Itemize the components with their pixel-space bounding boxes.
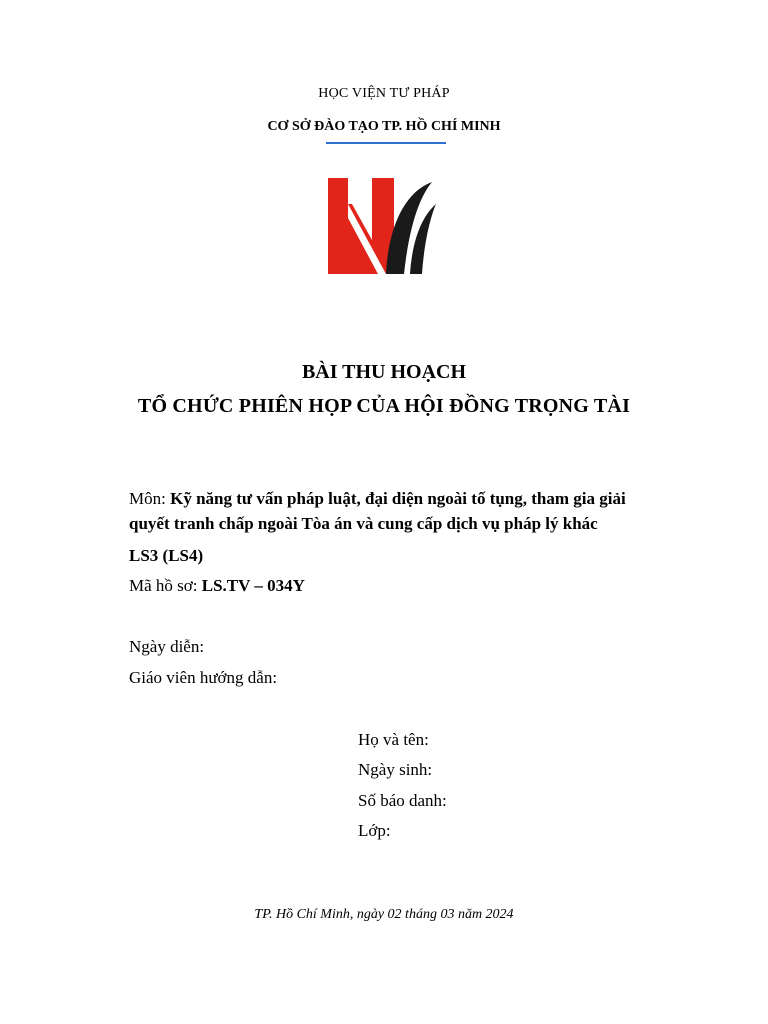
registration-number-label: Số báo danh: xyxy=(358,791,447,810)
date-of-birth-label: Ngày sinh: xyxy=(358,760,433,779)
document-title: TỔ CHỨC PHIÊN HỌP CỦA HỘI ĐỒNG TRỌNG TÀI xyxy=(137,395,631,417)
subject-label: Môn: xyxy=(129,489,171,508)
academy-logo-icon xyxy=(326,174,438,278)
campus-name: CƠ SỞ ĐÀO TẠO TP. HỒ CHÍ MINH xyxy=(267,119,501,134)
header-underline xyxy=(326,142,446,144)
subject-line-1 xyxy=(129,489,626,509)
file-code-line xyxy=(129,576,305,596)
subject-value-1: Kỹ năng tư vấn pháp luật, đại diện ngoài tố tụng, tham gia giải xyxy=(170,489,626,508)
subject-value-2: quyết tranh chấp ngoài Tòa án và cung cấp dịch vụ pháp lý khác xyxy=(129,514,598,533)
document-type: BÀI THU HOẠCH xyxy=(301,361,467,383)
student-name-label: Họ và tên: xyxy=(358,730,429,749)
instructor-label: Giáo viên hướng dẫn: xyxy=(129,668,278,687)
file-code-value: LS.TV – 034Y xyxy=(201,576,305,595)
institution-name: HỌC VIỆN TƯ PHÁP xyxy=(318,86,450,101)
class-label: Lớp: xyxy=(358,821,391,840)
performance-date-label: Ngày diễn: xyxy=(129,637,205,656)
place-and-date: TP. Hồ Chí Minh, ngày 02 tháng 03 năm 2024 xyxy=(254,907,514,922)
course-code: LS3 (LS4) xyxy=(129,546,204,565)
file-code-label: Mã hồ sơ: xyxy=(129,576,202,595)
logo-red-mark xyxy=(328,178,394,274)
